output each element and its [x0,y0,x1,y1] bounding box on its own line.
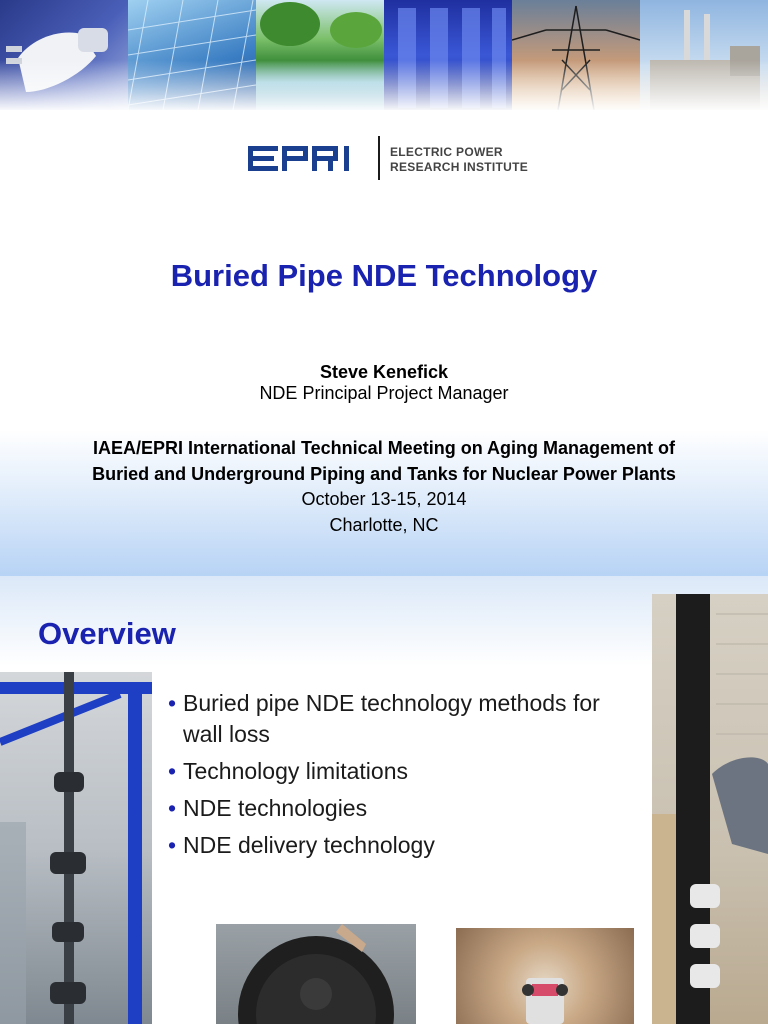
bullet-item [168,793,638,824]
logo-text-line2: RESEARCH INSTITUTE [390,160,529,174]
bullet-text: NDE technologies [183,795,368,821]
bullet-item [168,756,638,787]
in-pipe-robot-photo [456,928,634,1024]
meeting-location: Charlotte, NC [329,515,439,535]
presenter-role: NDE Principal Project Manager [259,383,509,403]
overview-slide [0,576,768,1024]
technician-robot-photo [652,594,768,1024]
bullet-item [168,688,638,750]
meeting-title-line2: Buried and Underground Piping and Tanks for Nuclear Power Plants [92,464,676,484]
epri-logo [248,134,528,184]
header-photo-banner [0,0,768,110]
bullet-text: Buried pipe NDE technology methods for wall loss [183,690,600,747]
slide-title: Overview [38,616,176,651]
banner-fade [0,60,768,110]
meeting-title-line1: IAEA/EPRI International Technical Meeting on Aging Management of [92,438,676,458]
bullet-text: NDE delivery technology [183,832,435,858]
presentation-title: Buried Pipe NDE Technology [170,258,598,293]
logo-divider [378,136,380,180]
overview-bullet-list [168,688,638,867]
bullet-item [168,830,638,861]
logo-text-line1: ELECTRIC POWER [390,145,503,159]
pipe-probe-photo [216,924,416,1024]
bullet-glyph: • [168,795,177,821]
meeting-date: October 13-15, 2014 [301,489,467,509]
bullet-glyph: • [168,832,177,858]
presenter-name: Steve Kenefick [319,362,449,382]
inspection-rig-photo [0,672,152,1024]
bullet-glyph: • [168,690,177,716]
bullet-glyph: • [168,758,177,784]
bullet-text: Technology limitations [183,758,409,784]
